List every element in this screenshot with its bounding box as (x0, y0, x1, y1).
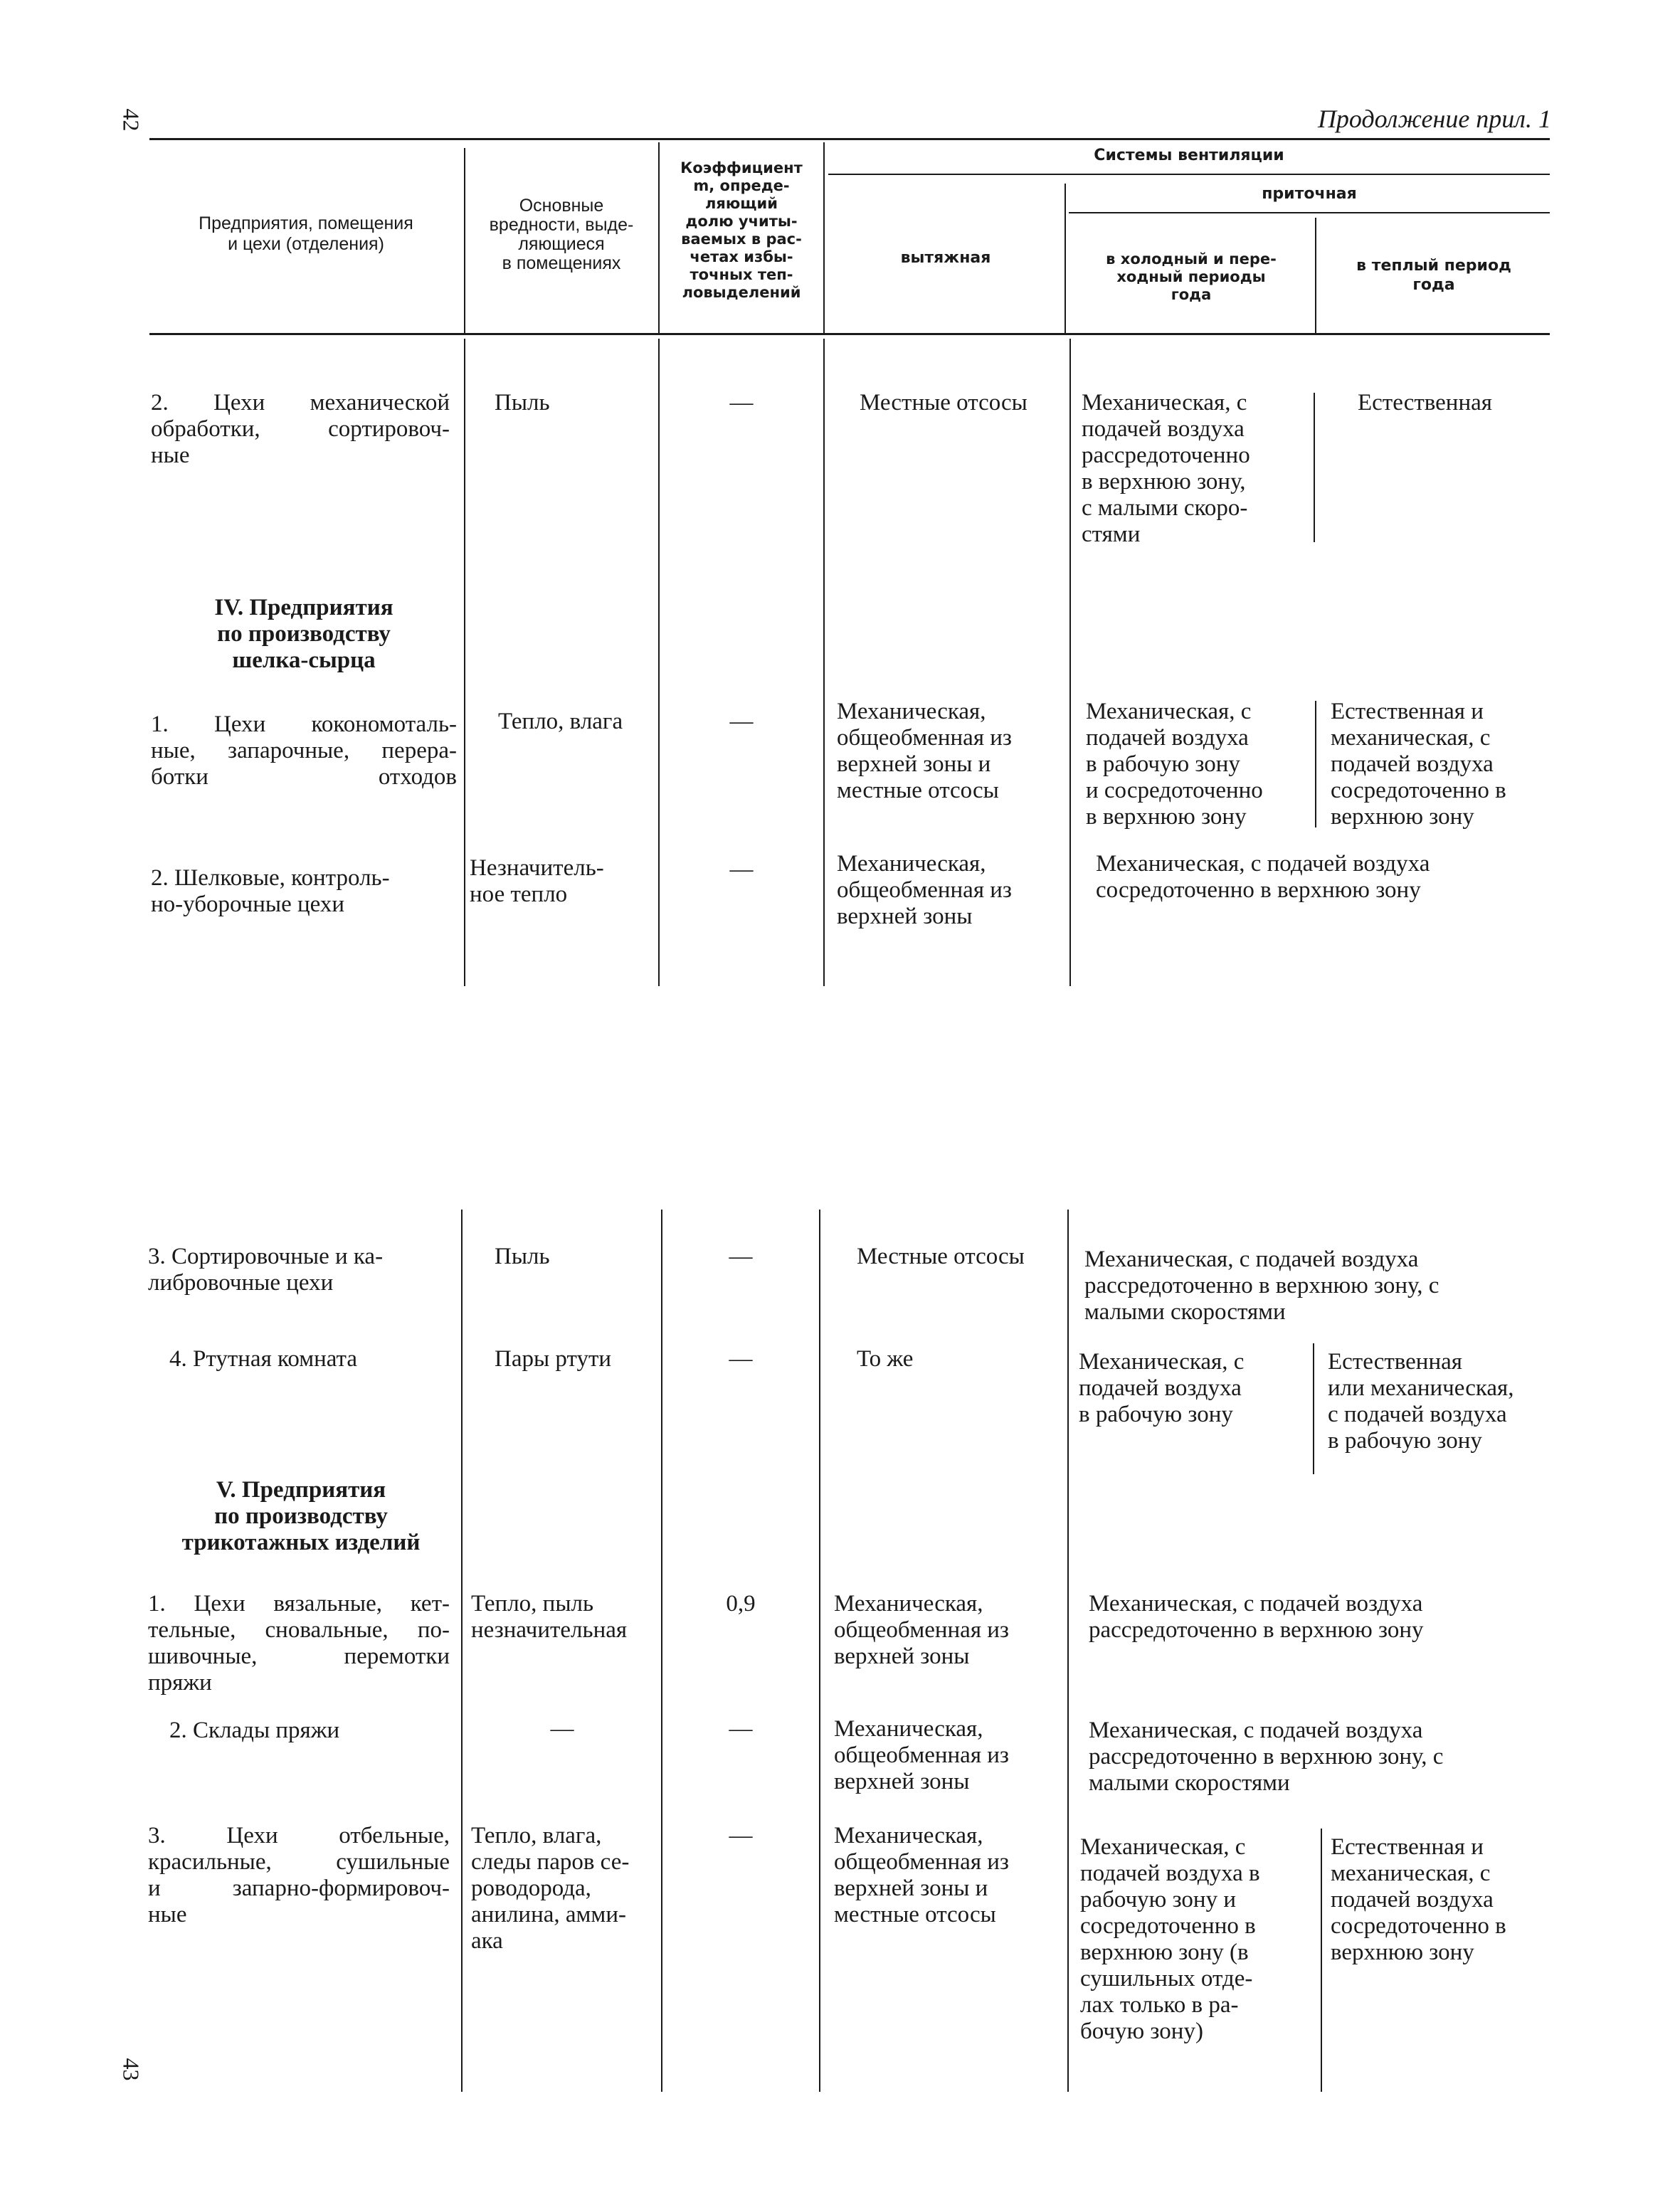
row-supply-cold: Механическая, с подачей воздуха в рабочую зону и сосредоточенно в верхнюю зону (1086, 699, 1263, 830)
row-name: 1. Цехи вязальные, кет- тельные, сновальные, по- шивочные, перемотки пряжи (148, 1591, 450, 1695)
section-heading: V. Предприятия по производству трикотажных изделий (181, 1477, 421, 1555)
row-supply-cold: Механическая, с подачей воздуха в рабочую зону и сосредоточенно в верхнюю зону (в сушильных отде- лах только в ра- бочую зону) (1080, 1834, 1260, 2044)
row-supply-warm: Естественная и механическая, с подачей воздуха сосредоточенно в верхнюю зону (1331, 699, 1506, 830)
row-exhaust: То же (857, 1346, 914, 1372)
column-divider (1321, 1829, 1322, 2092)
column-divider (1069, 339, 1071, 986)
row-coefficient: — (729, 1716, 753, 1742)
row-supply-merged: Механическая, с подачей воздуха рассредоточенно в верхнюю зону, с малыми скоростями (1089, 1718, 1444, 1796)
row-coefficient: 0,9 (726, 1591, 756, 1617)
row-coefficient: — (729, 1244, 753, 1269)
row-name: 2. Цехи механической обработки, сортировоч- ные (151, 390, 450, 468)
page-number-top: 42 (118, 108, 144, 132)
row-exhaust: Механическая, общеобменная из верхней зоны и местные отсосы (837, 699, 1012, 803)
row-exhaust: Механическая, общеобменная из верхней зоны и местные отсосы (834, 1823, 1009, 1927)
column-divider (1067, 1210, 1069, 2092)
continuation-label: Продолжение прил. 1 (1317, 105, 1551, 133)
row-coefficient: — (729, 709, 754, 734)
row-exhaust: Местные отсосы (857, 1244, 1025, 1269)
row-name: 2. Склады пряжи (169, 1718, 340, 1743)
header-divider (658, 142, 660, 334)
row-exhaust: Механическая, общеобменная из верхней зоны (834, 1716, 1009, 1794)
header-rule (828, 174, 1550, 175)
row-coefficient: — (729, 1823, 753, 1848)
header-rule (1069, 212, 1550, 213)
row-hazard: Тепло, влага, следы паров се- роводорода, анилина, амми- ака (471, 1823, 630, 1954)
row-hazard: Пыль (495, 1244, 550, 1269)
column-divider (1315, 701, 1316, 827)
row-supply-merged: Механическая, с подачей воздуха рассредоточенно в верхнюю зону, с малыми скоростями (1084, 1247, 1439, 1325)
header-divider (464, 148, 465, 334)
header-ventilation-group: Системы вентиляции (1094, 147, 1284, 164)
page-number-bottom: 43 (118, 2058, 144, 2081)
row-supply-merged: Механическая, с подачей воздуха рассредоточенно в верхнюю зону (1089, 1591, 1424, 1643)
row-coefficient: — (729, 1346, 753, 1372)
row-hazard: Незначитель- ное тепло (470, 855, 604, 907)
row-hazard: Тепло, влага (498, 709, 623, 734)
row-name: 3. Сортировочные и ка- либровочные цехи (148, 1244, 384, 1296)
column-divider (464, 339, 465, 986)
row-hazard: Тепло, пыль незначительная (471, 1591, 628, 1643)
row-hazard: Пыль (495, 390, 550, 416)
column-divider (823, 339, 825, 986)
row-exhaust: Местные отсосы (860, 390, 1027, 416)
row-name: 4. Ртутная комната (169, 1346, 358, 1372)
row-supply-merged: Механическая, с подачей воздуха сосредоточенно в верхнюю зону (1096, 851, 1430, 903)
row-name: 3. Цехи отбельные, красильные, сушильные и запарно-формировоч- ные (148, 1823, 450, 1927)
row-hazard: — (550, 1716, 574, 1742)
header-divider (823, 142, 825, 334)
section-heading: IV. Предприятия по производству шелка-сырца (214, 595, 393, 673)
column-divider (661, 1210, 662, 2092)
header-supply-group: приточная (1262, 185, 1357, 203)
row-name: 2. Шелковые, контроль- но-уборочные цехи (151, 865, 390, 917)
column-divider (658, 339, 660, 986)
row-exhaust: Механическая, общеобменная из верхней зоны (834, 1591, 1009, 1669)
row-supply-cold: Механическая, с подачей воздуха в рабочую зону (1079, 1349, 1245, 1427)
row-exhaust: Механическая, общеобменная из верхней зоны (837, 851, 1012, 929)
row-supply-warm: Естественная (1358, 390, 1492, 416)
row-supply-warm: Естественная и механическая, с подачей воздуха сосредоточенно в верхнюю зону (1331, 1834, 1506, 1965)
header-exhaust: вытяжная (900, 249, 991, 267)
column-divider (461, 1210, 463, 2092)
row-supply-warm: Естественная или механическая, с подачей воздуха в рабочую зону (1328, 1349, 1514, 1454)
header-top-rule (149, 138, 1550, 140)
column-divider (819, 1210, 820, 2092)
column-divider (1313, 1343, 1314, 1474)
row-supply-cold: Механическая, с подачей воздуха рассредоточенно в верхнюю зону, с малыми скоро- стями (1082, 390, 1250, 547)
header-divider (1315, 218, 1316, 334)
header-hazards: Основные вредности, выде- ляющиеся в помещениях (489, 196, 634, 273)
header-bottom-rule (149, 333, 1550, 335)
header-enterprise: Предприятия, помещения и цехи (отделения) (199, 213, 413, 254)
column-divider (1314, 393, 1315, 542)
row-hazard: Пары ртути (495, 1346, 612, 1372)
header-coefficient: Коэффициент m, опреде- ляющий долю учиты- ваемых в рас- четах избы- точных теп- ловыделений (680, 159, 803, 301)
header-divider (1064, 184, 1066, 334)
row-name: 1. Цехи кокономоталь- ные, запарочные, перера- ботки отходов (151, 711, 457, 790)
header-supply-cold: в холодный и пере- ходный периоды года (1106, 250, 1277, 303)
row-coefficient: — (729, 857, 754, 882)
row-coefficient: — (729, 390, 754, 416)
header-supply-warm: в теплый период года (1356, 257, 1511, 294)
